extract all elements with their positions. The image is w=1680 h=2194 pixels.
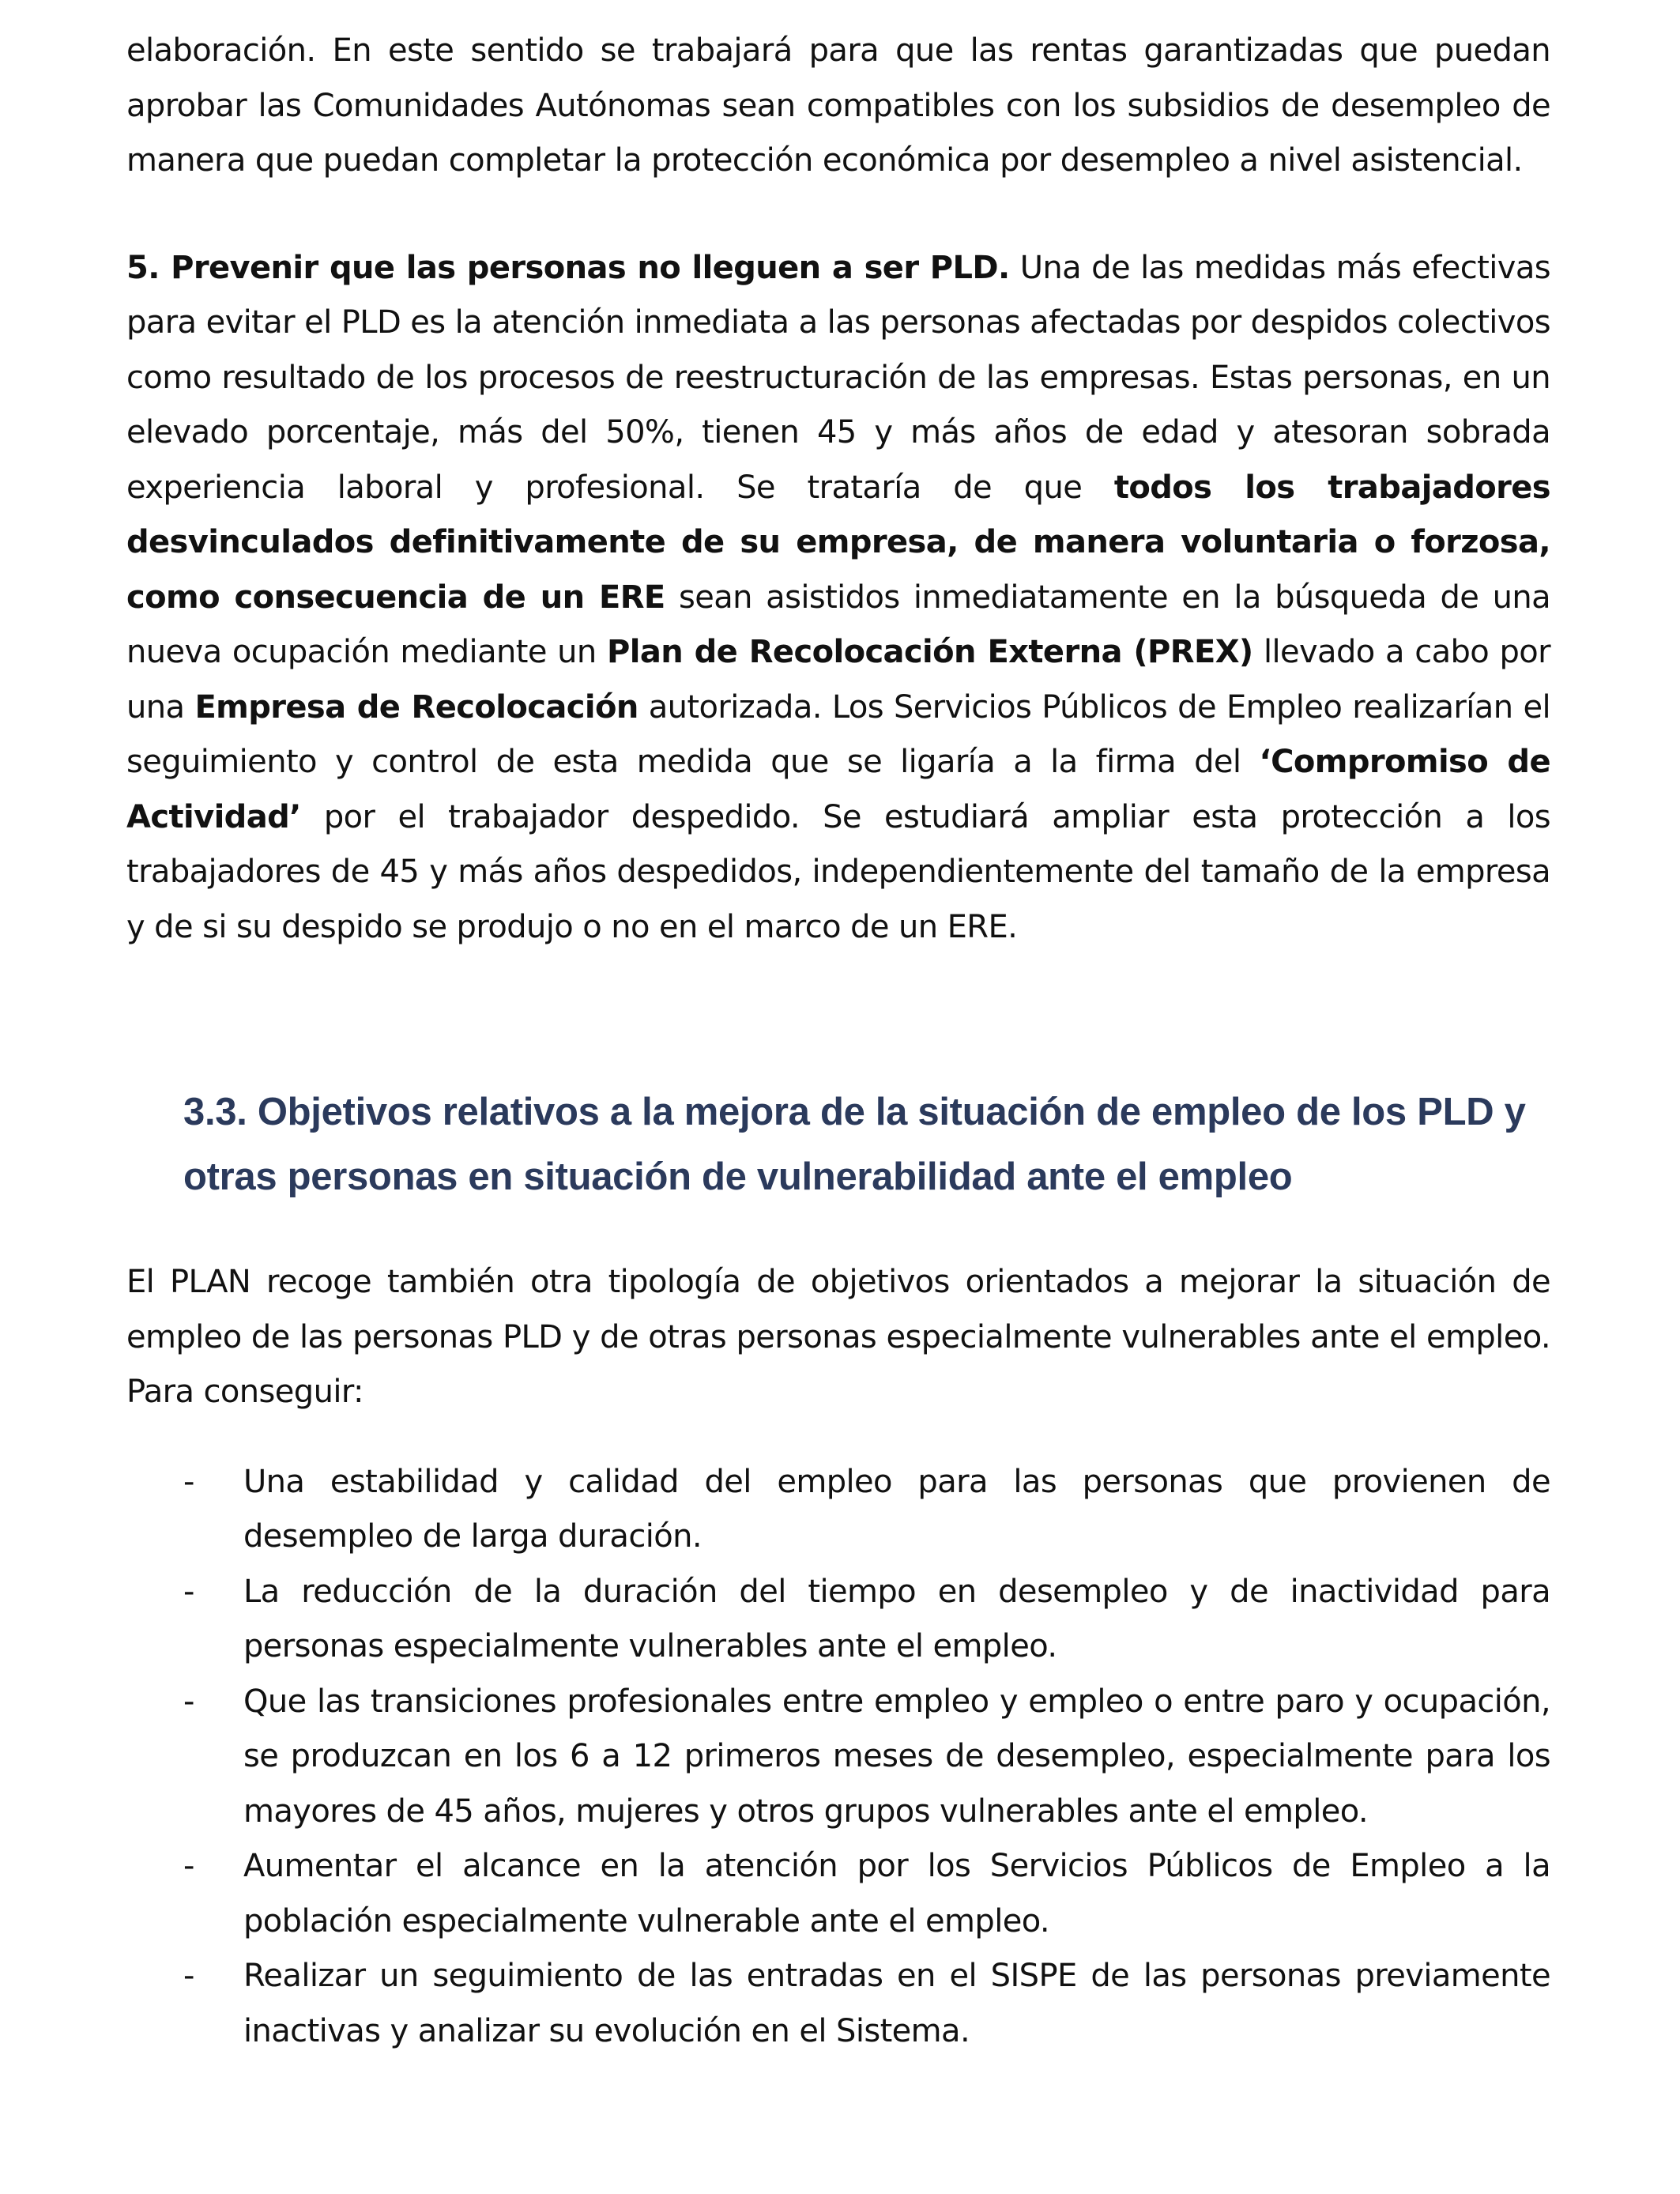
point-5-text-e: llevado a cabo por una <box>126 634 1550 726</box>
bullet-dash: - <box>183 1463 194 1500</box>
spacer <box>126 955 1550 1080</box>
point-5-bold-h: ‘Compromiso de Actividad’ <box>126 744 1550 835</box>
spacer <box>126 189 1550 241</box>
list-item <box>126 1949 1550 2059</box>
list-item <box>126 1455 1550 1565</box>
point-5-text-a: Una de las medidas más efectivas para evitar el PLD es la atención inmediata a las personas afectadas por despidos colectivos como resultado de los procesos de reestructuración de las empresas. Estas personas, en un elevado porcentaje, más del 50%, tienen 45 y más años de edad y atesoran sobrada experiencia laboral y profesional. Se trataría de que <box>126 249 1550 506</box>
list-item-text: La reducción de la duración del tiempo en desempleo y de inactividad para personas especialmente vulnerables ante el empleo. <box>243 1573 1550 1664</box>
list-item <box>126 1675 1550 1840</box>
bullet-dash: - <box>183 1683 194 1720</box>
section-intro-paragraph: El PLAN recoge también otra tipología de objetivos orientados a mejorar la situación de empleo de las personas PLD y de otras personas especialmente vulnerables ante el empleo. Para conseguir: <box>126 1264 1550 1410</box>
point-5-bold-d: Plan de Recolocación Externa (PREX) <box>607 634 1253 670</box>
point-5-text-c: sean asistidos inmediatamente en la búsqueda de una nueva ocupación mediante un <box>126 579 1550 670</box>
document-page <box>126 24 1550 2059</box>
point-5-heading: 5. Prevenir que las personas no lleguen a ser PLD. <box>126 249 1010 286</box>
list-item-text: Una estabilidad y calidad del empleo para las personas que provienen de desempleo de larga duración. <box>243 1463 1550 1555</box>
list-item-text: Aumentar el alcance en la atención por los Servicios Públicos de Empleo a la población especialmente vulnerable ante el empleo. <box>243 1848 1550 1940</box>
list-item <box>126 1565 1550 1675</box>
point-5-paragraph <box>126 241 1550 956</box>
section-heading: 3.3. Objetivos relativos a la mejora de la situación de empleo de los PLD y otras personas en situación de vulnerabilidad ante el empleo <box>183 1091 1526 1198</box>
list-item-text: Realizar un seguimiento de las entradas en el SISPE de las personas previamente inactivas y analizar su evolución en el Sistema. <box>243 1958 1550 2049</box>
bullet-dash: - <box>183 1573 194 1610</box>
point-5-bold-f: Empresa de Recolocación <box>194 688 638 726</box>
objectives-list <box>126 1455 1550 2060</box>
spacer <box>126 1209 1550 1255</box>
list-item <box>126 1839 1550 1949</box>
bullet-dash: - <box>183 1958 194 1994</box>
list-item-text: Que las transiciones profesionales entre empleo y empleo o entre paro y ocupación, se produzcan en los 6 a 12 primeros meses de desempleo, especialmente para los mayores de 45 años, mujeres y otros grupos vulnerables ante el empleo. <box>243 1683 1550 1830</box>
point-5-text-i: por el trabajador despedido. Se estudiará ampliar esta protección a los trabajadores de 45 y más años despedidos, independientemente del tamaño de la empresa y de si su despido se produjo o no en el marco de un ERE. <box>126 798 1550 945</box>
intro-paragraph: elaboración. En este sentido se trabajará para que las rentas garantizadas que puedan aprobar las Comunidades Autónomas sean compatibles con los subsidios de desempleo de manera que puedan completar la protección económica por desempleo a nivel asistencial. <box>126 32 1550 179</box>
spacer <box>126 1420 1550 1455</box>
point-5-bold-b: todos los trabajadores desvinculados definitivamente de su empresa, de manera voluntaria o forzosa, como consecuencia de un ERE <box>126 469 1551 616</box>
bullet-dash: - <box>183 1848 194 1884</box>
point-5-text-g: autorizada. Los Servicios Públicos de Empleo realizarían el seguimiento y control de esta medida que se ligaría a la firma del <box>126 688 1550 780</box>
